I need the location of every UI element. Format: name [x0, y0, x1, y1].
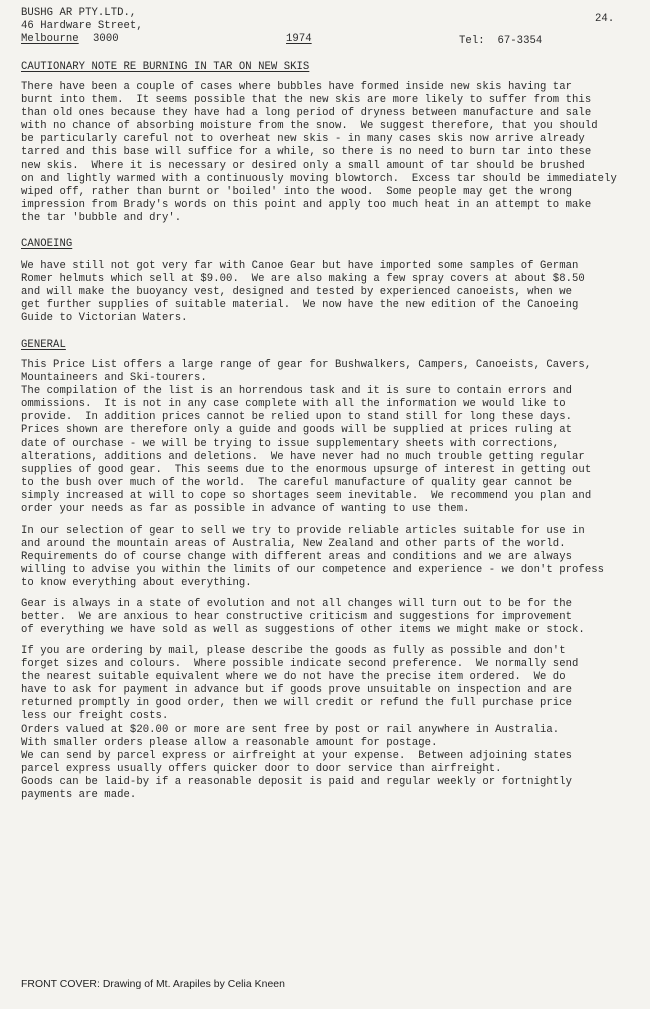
text-line: Orders valued at $20.00 or more are sent free by post or rail anywhere in Australia.: [21, 723, 560, 736]
text-line: Romer helmuts which sell at $9.00. We are also making a few spray covers at about $8.50: [21, 273, 585, 286]
text-line: less our freight costs.: [21, 710, 169, 723]
text-line: order your needs as far as possible in advance of wanting to use them.: [21, 503, 470, 516]
text-line: We can send by parcel express or airfreight at your expense. Between adjoining states: [21, 749, 573, 762]
text-line: Guide to Victorian Waters.: [21, 312, 188, 325]
text-line: new skis. Where it is necessary or desired only a small amount of tar should be brushed: [21, 159, 585, 172]
text-line: provide. In addition prices cannot be relied upon to stand still for long these days.: [21, 411, 573, 424]
general-paragraph-4: [21, 645, 643, 802]
text-line: than old ones because they have had a long period of dryness between manufacture and sale: [21, 107, 592, 120]
text-line: burnt into them. It seems possible that the new skis are more likely to suffer from this: [21, 94, 592, 107]
text-line: to the bush over much of the world. The careful manufacture of quality gear cannot be: [21, 476, 573, 489]
text-line: the nearest suitable equivalent where we do not have the precise item ordered. We do: [21, 671, 566, 684]
text-line: date of ourchase - we will be trying to issue supplementary sheets with corrections,: [21, 437, 560, 450]
text-line: simply increased at will to cope so shortages seem inevitable. We recommend you plan and: [21, 489, 592, 502]
text-line: get further supplies of suitable material. We now have the new edition of the Canoeing: [21, 299, 579, 312]
text-line: and around the mountain areas of Australia, New Zealand and other parts of the world.: [21, 538, 566, 551]
text-line: There have been a couple of cases where bubbles have formed inside new skis having tar: [21, 81, 573, 93]
text-line: If you are ordering by mail, please describe the goods as fully as possible and don't: [21, 645, 566, 657]
text-line: on and lightly warmed with a continuously moving blowtorch. Excess tar should be immediately: [21, 172, 617, 185]
page-number: 24.: [595, 13, 615, 25]
caution-paragraph: [21, 81, 643, 225]
text-line: to know everything about everything.: [21, 577, 252, 590]
company-name: BUSHG AR PTY.LTD.,: [21, 7, 137, 19]
section-heading-caution: CAUTIONARY NOTE RE BURNING IN TAR ON NEW SKIS: [21, 61, 310, 73]
company-postcode: 3000: [93, 33, 119, 45]
company-street: 46 Hardware Street,: [21, 20, 143, 32]
general-paragraph-1: [21, 359, 643, 516]
text-line: parcel express usually offers quicker door to door service than airfreight.: [21, 762, 502, 775]
section-heading-general: GENERAL: [21, 339, 66, 351]
text-line: impression from Brady's words on this point and apply too much heat in an attempt to make: [21, 198, 592, 211]
company-city: Melbourne: [21, 33, 79, 45]
text-line: with no chance of absorbing moisture from the snow. We suggest therefore, that you should: [21, 120, 598, 133]
text-line: better. We are anxious to hear constructive criticism and suggestions for improvement: [21, 611, 573, 624]
text-line: be particularly careful not to overheat new skis - in many cases skis now arrive already: [21, 133, 585, 146]
text-line: We have still not got very far with Canoe Gear but have imported some samples of German: [21, 260, 579, 272]
text-line: and will make the buoyancy vest, designed and tested by experienced canoeists, when we: [21, 286, 573, 299]
text-line: the tar 'bubble and dry'.: [21, 211, 182, 224]
front-cover-credit: FRONT COVER: Drawing of Mt. Arapiles by Celia Kneen: [21, 979, 285, 990]
text-line: willing to advise you within the limits of our competence and experience - we don't profess: [21, 564, 605, 577]
text-line: tarred and this base will suffice for a while, so there is no need to burn tar into these: [21, 146, 592, 159]
text-line: payments are made.: [21, 789, 137, 802]
text-line: alterations, additions and deletions. We have never had no much trouble getting regular: [21, 450, 585, 463]
general-paragraph-2: [21, 525, 643, 590]
document-year: 1974: [286, 33, 312, 45]
text-line: wiped off, rather than burnt or 'boiled' into the wood. Some people may get the wrong: [21, 185, 573, 198]
text-line: have to ask for payment in advance but if goods prove unsuitable on inspection and are: [21, 684, 573, 697]
text-line: This Price List offers a large range of gear for Bushwalkers, Campers, Canoeists, Cavers,: [21, 359, 592, 371]
text-line: Goods can be laid-by if a reasonable deposit is paid and regular weekly or fortnightly: [21, 775, 573, 788]
section-heading-canoeing: CANOEING: [21, 238, 73, 250]
text-line: Prices shown are therefore only a guide and goods will be supplied at prices ruling at: [21, 424, 573, 437]
text-line: Mountaineers and Ski-tourers.: [21, 372, 207, 385]
text-line: returned promptly in good order, then we will credit or refund the full purchase price: [21, 697, 573, 710]
company-phone: Tel: 67-3354: [459, 35, 543, 47]
text-line: With smaller orders please allow a reasonable amount for postage.: [21, 736, 438, 749]
text-line: of everything we have sold as well as suggestions of other items we might make or stock.: [21, 624, 585, 637]
text-line: forget sizes and colours. Where possible indicate second preference. We normally send: [21, 658, 579, 671]
text-line: supplies of good gear. This seems due to the enormous upsurge of interest in getting out: [21, 463, 592, 476]
general-paragraph-3: [21, 598, 643, 637]
text-line: In our selection of gear to sell we try to provide reliable articles suitable for use in: [21, 525, 585, 537]
canoeing-paragraph: [21, 260, 643, 325]
text-line: ommissions. It is not in any case complete with all the information we would like to: [21, 398, 566, 411]
text-line: Gear is always in a state of evolution and not all changes will turn out to be for the: [21, 598, 573, 610]
text-line: Requirements do of course change with different areas and conditions and we are always: [21, 551, 573, 564]
text-line: The compilation of the list is an horrendous task and it is sure to contain errors and: [21, 385, 573, 398]
